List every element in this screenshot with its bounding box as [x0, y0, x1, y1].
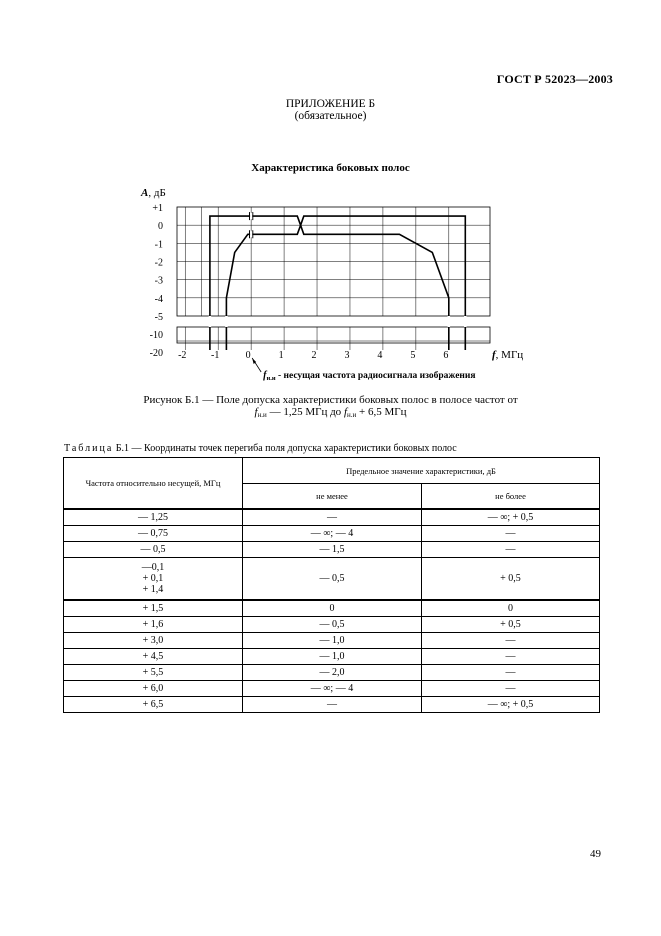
figure-caption: [0, 394, 661, 421]
break-mark-gap: [250, 231, 252, 237]
inflection-points-table: [63, 457, 600, 713]
y-axis-label-unit: , дБ: [148, 187, 166, 199]
cell-min: — 0,5: [243, 617, 422, 633]
x-tick-label: -1: [211, 350, 220, 361]
frequency-value: — 0,75: [138, 528, 168, 539]
header-max: не более: [422, 484, 600, 510]
table-caption-label: Таблица: [64, 443, 114, 454]
table-row: [64, 649, 600, 665]
y-tick-label: -5: [154, 312, 163, 323]
grid-frame-lower: [177, 327, 490, 343]
cell-max: —: [422, 681, 600, 697]
lower-bound-line: [226, 225, 448, 350]
y-tick-label: -20: [149, 348, 163, 359]
table-caption-text: Б.1 — Координаты точек перегиба поля допуска характеристики боковых полос: [113, 443, 457, 454]
cell-frequency: [64, 542, 243, 558]
sideband-chart: [0, 0, 661, 400]
cell-min: — 1,0: [243, 649, 422, 665]
x-axis-label-symbol: f: [492, 349, 496, 361]
cell-frequency: [64, 558, 243, 601]
frequency-value: + 6,0: [142, 683, 164, 694]
chart-curves: [210, 212, 465, 350]
page-number: 49: [590, 848, 601, 860]
carrier-subscript: н.и: [266, 375, 276, 382]
y-tick-label: -4: [154, 293, 163, 305]
table-row: [64, 681, 600, 697]
cell-frequency: [64, 526, 243, 542]
x-tick-label: -2: [178, 350, 187, 361]
cell-frequency: [64, 665, 243, 681]
x-axis-label: [492, 349, 523, 361]
frequency-value: — 0,5: [140, 544, 166, 555]
table-caption: [64, 443, 457, 454]
carrier-symbol: f: [263, 370, 267, 381]
annex-subtitle: (обязательное): [294, 110, 367, 122]
cell-min: 0: [243, 600, 422, 617]
frequency-value: — 1,25: [138, 512, 168, 523]
cell-frequency: [64, 509, 243, 526]
cell-max: —: [422, 665, 600, 681]
frequency-value: + 5,5: [142, 667, 164, 678]
header-frequency: Частота относительно несущей, МГц: [64, 458, 243, 510]
frequency-value: + 1,4: [142, 584, 164, 595]
header-limit: Предельное значение характеристики, дБ: [243, 458, 600, 484]
y-tick-label: -1: [154, 239, 163, 251]
cell-frequency: [64, 649, 243, 665]
cell-frequency: [64, 633, 243, 649]
x-tick-label: 5: [410, 350, 416, 361]
upper-bound-line: [210, 216, 465, 350]
y-tick-label: 0: [158, 221, 163, 233]
cell-max: —: [422, 649, 600, 665]
standard-number: ГОСТ Р 52023—2003: [496, 72, 613, 86]
y-tick-label: -3: [154, 275, 163, 287]
frequency-value: + 4,5: [142, 651, 164, 662]
table-row: [64, 558, 600, 601]
cell-min: — 2,0: [243, 665, 422, 681]
table-row: [64, 542, 600, 558]
y-axis-label: [140, 187, 166, 199]
cell-frequency: [64, 617, 243, 633]
cell-max: 0: [422, 600, 600, 617]
cell-max: + 0,5: [422, 558, 600, 601]
carrier-annotation: [263, 370, 475, 382]
x-tick-label: 1: [278, 350, 284, 361]
cell-max: — ∞; + 0,5: [422, 509, 600, 526]
y-axis-label-symbol: А: [141, 187, 149, 199]
cell-min: — ∞; — 4: [243, 681, 422, 697]
cell-min: — ∞; — 4: [243, 526, 422, 542]
frequency-value: + 0,1: [142, 573, 164, 584]
header-min: не менее: [243, 484, 422, 510]
frequency-value: + 1,5: [142, 603, 164, 614]
figure-caption-line1: Рисунок Б.1 — Поле допуска характеристики боковых полос в полосе частот от: [143, 394, 518, 406]
cell-frequency: [64, 600, 243, 617]
carrier-description: - несущая частота радиосигнала изображения: [275, 371, 476, 381]
x-tick-label: 4: [377, 350, 383, 361]
y-tick-label: +1: [152, 203, 163, 214]
x-tick-label: 3: [344, 350, 350, 361]
table-row: [64, 665, 600, 681]
cell-min: — 0,5: [243, 558, 422, 601]
chart-grid: [177, 207, 490, 350]
table-row: [64, 617, 600, 633]
cell-frequency: [64, 681, 243, 697]
y-tick-label: -10: [149, 330, 163, 341]
cell-max: —: [422, 633, 600, 649]
x-axis-label-unit: , МГц: [495, 349, 524, 361]
cell-max: —: [422, 526, 600, 542]
annex-title: ПРИЛОЖЕНИЕ Б: [285, 98, 376, 110]
x-tick-label: 6: [443, 350, 449, 361]
table-row: [64, 526, 600, 542]
chart-title: Характеристика боковых полос: [251, 162, 410, 174]
table-row: [64, 509, 600, 526]
frequency-value: + 3,0: [142, 635, 164, 646]
cell-frequency: [64, 697, 243, 713]
x-tick-label: 0: [245, 350, 251, 361]
cell-max: —: [422, 542, 600, 558]
cell-min: — 1,0: [243, 633, 422, 649]
break-mark-gap: [250, 213, 252, 219]
table-row: [64, 697, 600, 713]
table-row: [64, 633, 600, 649]
figure-caption-line2: $f_{н.и}$ — 1,25 МГц до $f_{н.и} + 6,5$ МГц: [254, 406, 407, 419]
frequency-value: —0,1: [141, 562, 165, 573]
cell-min: — 1,5: [243, 542, 422, 558]
cell-min: —: [243, 697, 422, 713]
cell-max: — ∞; + 0,5: [422, 697, 600, 713]
x-tick-label: 2: [311, 350, 317, 361]
y-tick-label: -2: [154, 257, 163, 269]
frequency-value: + 6,5: [142, 699, 164, 710]
frequency-value: + 1,6: [142, 619, 164, 630]
table-row: [64, 600, 600, 617]
cell-max: + 0,5: [422, 617, 600, 633]
cell-min: —: [243, 509, 422, 526]
